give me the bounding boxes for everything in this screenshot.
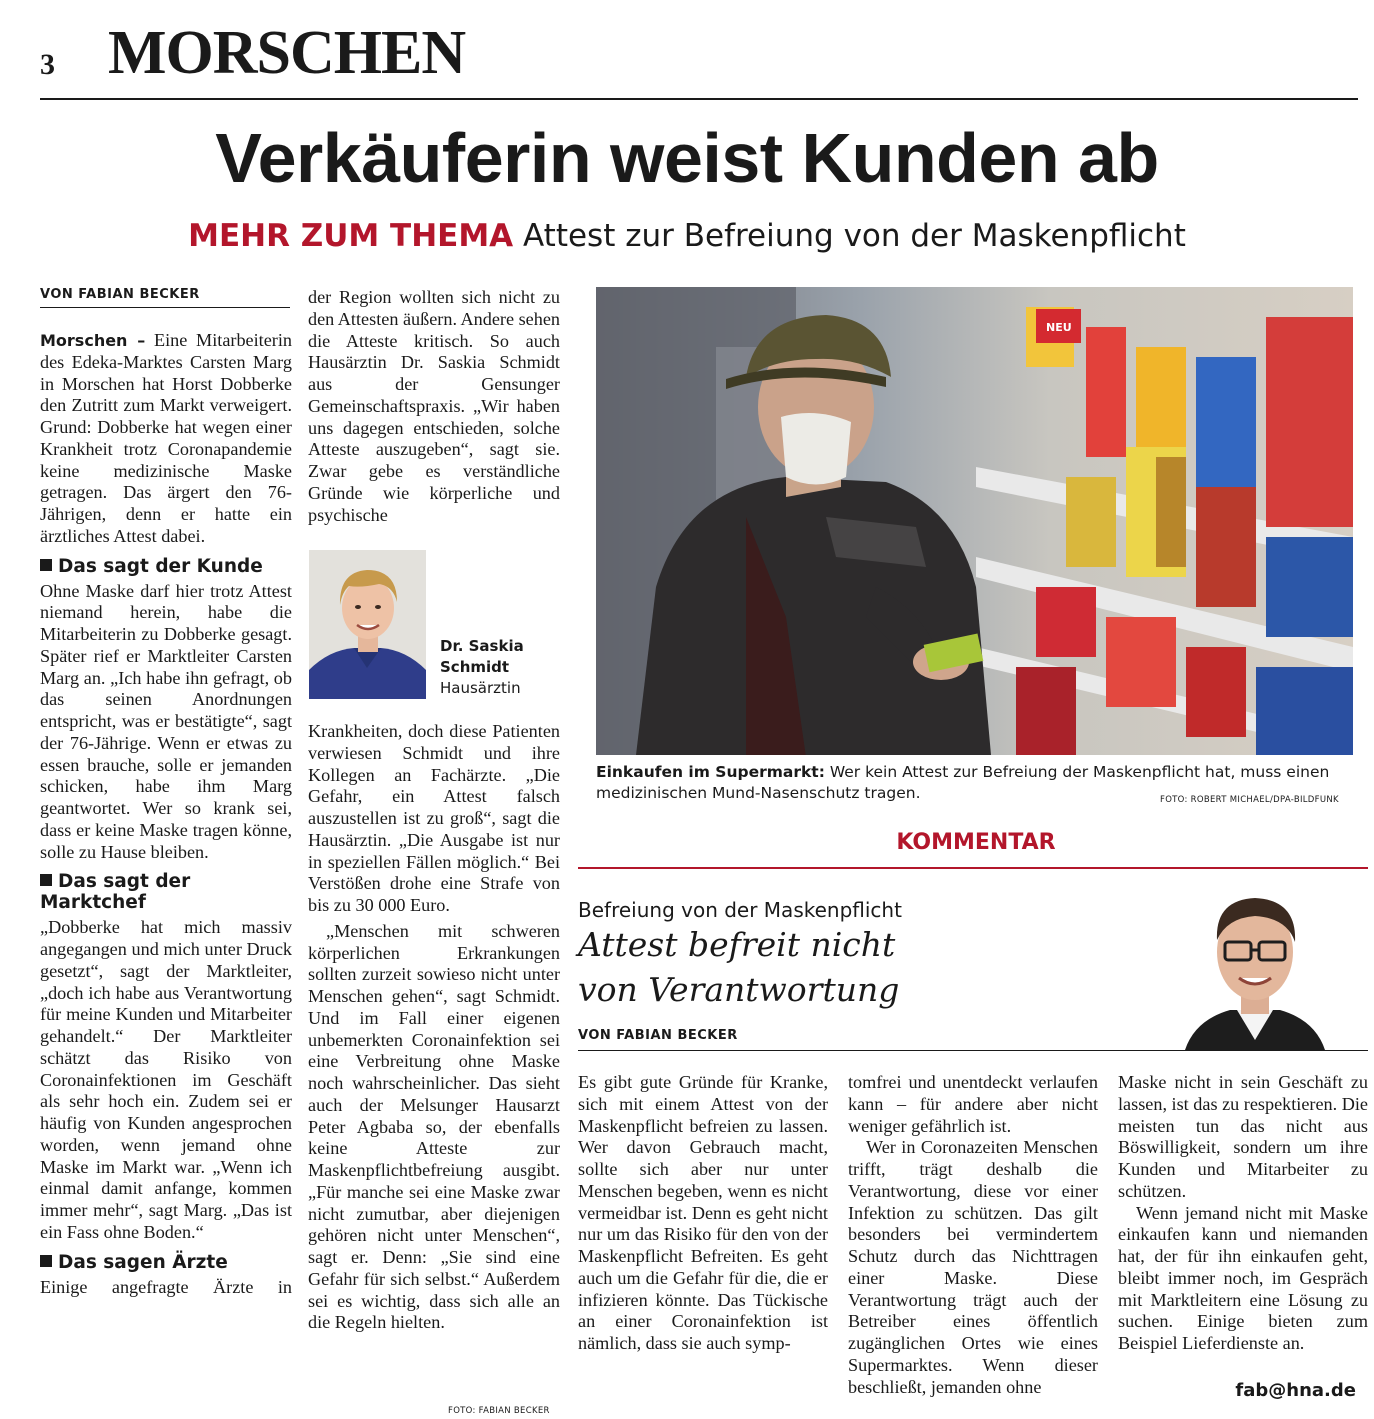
headline: Verkäuferin weist Kunden ab bbox=[215, 119, 1159, 197]
comment-title-line-1: Attest befreit nicht bbox=[578, 925, 896, 964]
comment-label: KOMMENTAR bbox=[896, 830, 1056, 855]
paragraph: Es gibt gute Gründe für Kranke, sich mit einem Attest von der Maskenpflicht befreien zu lassen. Wer davon Gebrauch macht, sollte sich aber nur unter Menschen begeben, wenn es nicht vermeidbar ist. Denn es geht nicht nur um das Risiko für den von der Maskenpflicht Befreiten. Es geht auch um die Gefahr für die, die er infizieren könnte. Das Tückische an einer Coronainfektion ist nämlich, dass sie auch symp- bbox=[578, 1072, 828, 1353]
byline-rule bbox=[40, 307, 290, 308]
author-email[interactable]: fab@hna.de bbox=[1235, 1380, 1356, 1401]
portrait-caption bbox=[440, 636, 524, 699]
comment-byline: VON FABIAN BECKER bbox=[578, 1028, 738, 1043]
crosshead-manager bbox=[40, 871, 292, 913]
comment-title bbox=[578, 922, 1138, 1012]
crosshead-label: Das sagen Ärzte bbox=[58, 1251, 228, 1273]
crosshead-doctors bbox=[40, 1252, 292, 1273]
subhead-kicker: MEHR ZUM THEMA bbox=[188, 218, 514, 254]
crosshead-customer bbox=[40, 556, 292, 577]
square-bullet-icon bbox=[40, 1255, 52, 1267]
caption-lead: Einkaufen im Supermarkt: bbox=[596, 763, 825, 781]
supermarket-photo bbox=[596, 287, 1353, 755]
comment-column-3 bbox=[1118, 1072, 1368, 1355]
photo-credit: FOTO: ROBERT MICHAEL/DPA-BILDFUNK bbox=[1160, 795, 1339, 805]
crosshead-label: Das sagt der Kunde bbox=[58, 555, 263, 577]
article-column-2 bbox=[308, 287, 560, 526]
subhead bbox=[0, 218, 1374, 254]
portrait-fabian-becker bbox=[1175, 880, 1335, 1050]
comment-byline-rule bbox=[578, 1050, 1368, 1051]
comment-column-2 bbox=[848, 1072, 1098, 1398]
crosshead-label: Das sagt der Marktchef bbox=[40, 871, 191, 914]
caption-text: Wer kein Attest zur Befreiung der Maskenpflicht hat, muss einen medizinischen Mund-Nasenschutz tragen. bbox=[596, 763, 1330, 802]
portrait-saskia-schmidt bbox=[309, 550, 426, 699]
article-byline: VON FABIAN BECKER bbox=[40, 287, 200, 302]
paragraph: Maske nicht in sein Geschäft zu lassen, ist das zu respektieren. Die meisten tun das nicht aus Böswilligkeit, sondern um ihre Kunden und Mitarbeiter zu schützen. bbox=[1118, 1072, 1368, 1201]
paragraph: tomfrei und unentdeckt verlaufen kann – für andere aber nicht weniger gefährlich ist. bbox=[848, 1072, 1098, 1136]
portrait-name-line-2: Schmidt bbox=[440, 658, 510, 676]
square-bullet-icon bbox=[40, 559, 52, 571]
article-lead bbox=[40, 330, 292, 548]
header-rule bbox=[40, 98, 1358, 100]
paragraph: Krankheiten, doch diese Patienten verwiesen Schmidt und ihre Kollegen an Fachärzte. „Die Gefahr, ein Attest falsch auszustellen ist zu groß“, sagt die Hausärztin. „Die Ausgabe ist nur in speziellen Fällen möglich.“ Bei Verstößen drohe eine Strafe von bis zu 30 000 Euro. bbox=[308, 721, 560, 915]
comment-title-line-2: von Verantwortung bbox=[578, 970, 900, 1009]
subhead-text: Attest zur Befreiung von der Maskenpflicht bbox=[523, 218, 1186, 254]
article-column-1 bbox=[40, 330, 292, 1298]
lead-text: Eine Mitarbeiterin des Edeka-Marktes Carsten Marg in Morschen hat Horst Dobberke den Zutritt zum Markt verweigert. Grund: Dobberke hat wegen einer Krankheit trotz Coronapandemie keine medizinische Maske getragen. Das ärgert den 76-Jährigen, denn er hatte ein ärztliches Attest dabei. bbox=[40, 330, 292, 546]
paragraph: der Region wollten sich nicht zu den Attesten äußern. Andere sehen die Atteste kritisch. So auch Hausärztin Dr. Saskia Schmidt aus der Gensunger Gemeinschaftspraxis. „Wir haben uns dagegen entschieden, solche Atteste auszugeben“, sagt sie. Zwar gebe es verständliche Gründe wie körperliche und psychische bbox=[308, 287, 561, 525]
section-title: MORSCHEN bbox=[108, 19, 466, 87]
comment-topic: Befreiung von der Maskenpflicht bbox=[578, 898, 902, 922]
article-column-2-continued bbox=[308, 721, 560, 1334]
square-bullet-icon bbox=[40, 874, 52, 886]
paragraph: Wer in Coronazeiten Menschen trifft, trägt deshalb die Verantwortung, diese vor einer Infektion zu schützen. Das gilt besonders bei vermindertem Schutz durch das Nichttragen einer Maske. Diese Verantwortung trägt auch der Betreiber eines öffentlich zugänglichen Ortes wie eines Supermarktes. Wenn dieser beschließt, jemanden ohne bbox=[848, 1137, 1098, 1397]
paragraph: „Dobberke hat mich massiv angegangen und mich unter Druck gesetzt“, sagt der Marktleiter, „doch ich habe aus Verantwortung für meine Kunden und Mitarbeiter gehandelt.“ Der Marktleiter schätzt das Risiko von Coronainfektionen im Geschäft als sehr hoch ein. Zudem sei er häufig von Kunden angesprochen worden, wenn jemand ohne Maske im Markt war. „Wenn ich einmal damit anfange, kommen immer mehr“, sagt Marg. „Das ist ein Fass ohne Boden.“ bbox=[40, 917, 292, 1242]
paragraph: Wenn jemand nicht mit Maske einkaufen kann und niemanden hat, der für ihn einkaufen geht, bleibt immer noch, im Gespräch mit Marktleitern eine Lösung zu suchen. Einige bieten zum Beispiel Lieferdienste an. bbox=[1118, 1202, 1368, 1353]
dateline: Morschen – bbox=[40, 331, 146, 350]
portrait-role: Hausärztin bbox=[440, 679, 521, 697]
comment-column-1 bbox=[578, 1072, 828, 1355]
pack-label: NEU bbox=[1046, 321, 1072, 334]
portrait-photo-credit: FOTO: FABIAN BECKER bbox=[448, 1406, 550, 1416]
paragraph: Einige angefragte Ärzte in bbox=[40, 1276, 292, 1297]
comment-rule bbox=[578, 867, 1368, 869]
page-number: 3 bbox=[40, 48, 55, 81]
paragraph: „Menschen mit schweren körperlichen Erkrankungen sollten zurzeit sowieso nicht unter Menschen gehen“, sagt Schmidt. Und im Fall einer eigenen unbemerkten Coronainfektion sei eine Verbreitung ohne Maske noch wahrscheinlicher. Das sieht auch der Melsunger Hausarzt Peter Agbaba so, der ebenfalls keine Atteste zur Maskenpflichtbefreiung ausgibt. „Für manche sei eine Maske zwar nicht zumutbar, aber diejenigen gehören nicht unter Menschen“, sagt er. Denn: „Sie sind eine Gefahr für sich selbst.“ Außerdem sei es wichtig, dass sich alle an die Regeln hielten. bbox=[308, 920, 560, 1333]
paragraph: Ohne Maske darf hier trotz Attest niemand herein, habe die Mitarbeiterin zu Dobberke gesagt. Später rief er Marktleiter Carsten Marg an. „Ich habe ihn gefragt, ob das seinen Anordnungen entspricht, was er bestätigte“, sagt der 76-Jährige. Wenn er etwas zu essen brauche, solle er jemanden schicken, habe ihm Marg geantwortet. Wer so krank sei, dass er keine Maske tragen könne, solle zu Hause bleiben. bbox=[40, 580, 292, 862]
portrait-name-line-1: Dr. Saskia bbox=[440, 637, 524, 655]
